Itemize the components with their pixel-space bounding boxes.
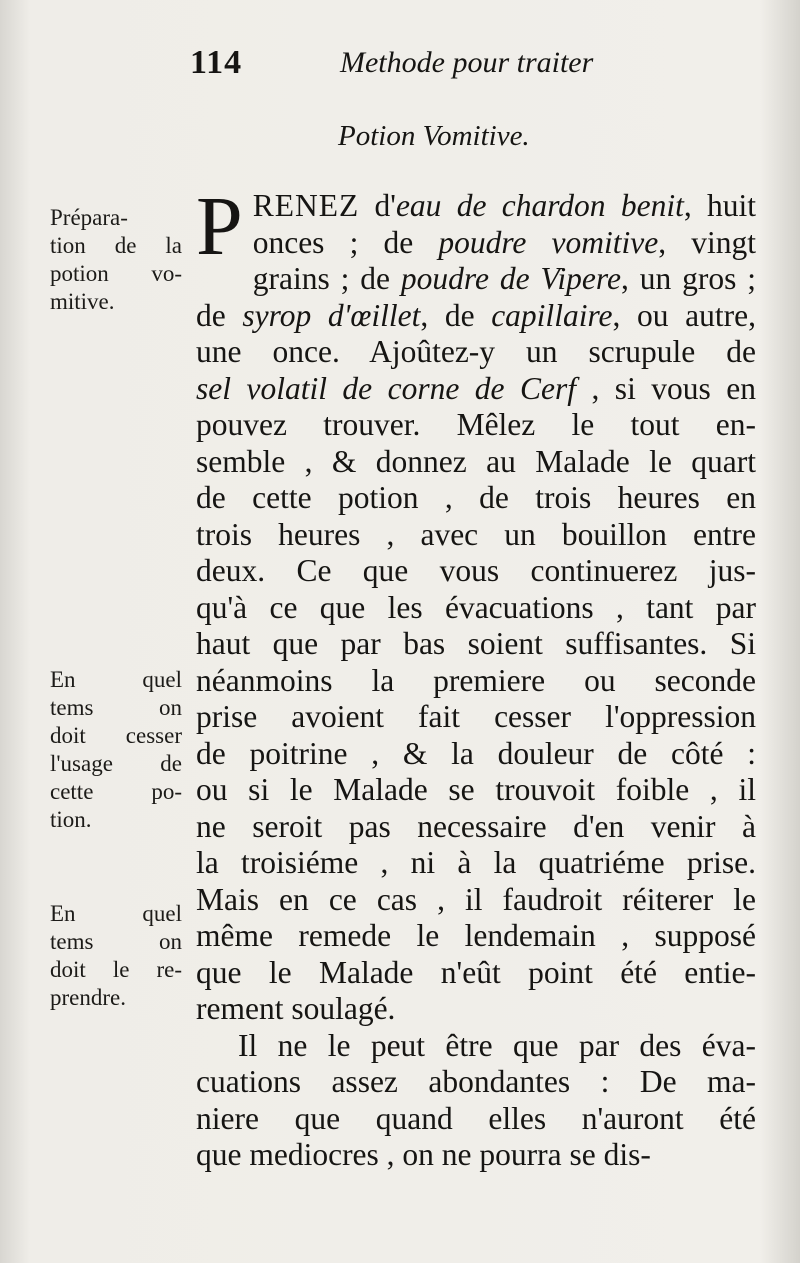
margin-note-line: En quel bbox=[50, 667, 182, 692]
text-run: néanmoins la premiere ou seconde bbox=[196, 662, 756, 698]
margin-note-line: cette po- bbox=[50, 779, 182, 804]
text-run: que le Malade n'eût point été entie- bbox=[196, 954, 756, 990]
page-header bbox=[190, 44, 660, 88]
text-run: haut que par bas soient suffisantes. Si bbox=[196, 626, 756, 661]
text-run: Il ne le peut être que par des éva- bbox=[238, 1027, 756, 1063]
text-run: , ou autre, bbox=[612, 297, 756, 333]
text-line bbox=[196, 882, 756, 919]
first-word: RENEZ bbox=[252, 188, 360, 223]
text-line bbox=[196, 407, 756, 444]
text-line bbox=[196, 845, 756, 882]
margin-note-line: doit cesser bbox=[50, 723, 182, 748]
text-run: une once. Ajoûtez-y un scrupule de bbox=[196, 334, 756, 369]
text-line bbox=[196, 444, 756, 481]
text-line bbox=[196, 1137, 756, 1174]
margin-note-line: Prépara- bbox=[50, 205, 128, 230]
italic-term: poudre de Vipere bbox=[400, 261, 621, 296]
text-run: que mediocres , on ne pourra se dis- bbox=[196, 1137, 651, 1172]
text-line bbox=[196, 772, 756, 809]
italic-term: poudre vomitive bbox=[438, 224, 659, 260]
text-run: , si vous en bbox=[576, 370, 756, 406]
text-line bbox=[196, 809, 756, 846]
text-run: , vingt bbox=[658, 224, 756, 260]
text-line bbox=[196, 955, 756, 992]
text-run: de bbox=[196, 297, 243, 333]
margin-note-line: tion de la bbox=[50, 233, 182, 258]
text-run: même remede le lendemain , supposé bbox=[196, 918, 756, 953]
text-run: ou si le Malade se trouvoit foible , il bbox=[196, 772, 756, 807]
text-run: pouvez trouver. Mêlez le tout en- bbox=[196, 407, 756, 442]
text-run: ne seroit pas necessaire d'en venir à bbox=[196, 808, 756, 844]
text-run: , de bbox=[420, 297, 492, 333]
text-run: trois heures , avec un bouillon entre bbox=[196, 516, 756, 552]
margin-note-line: prendre. bbox=[50, 985, 126, 1010]
text-line bbox=[196, 480, 756, 517]
text-line bbox=[196, 699, 756, 736]
text-run: de poitrine , & la douleur de côté : bbox=[196, 735, 756, 771]
text-run: d' bbox=[374, 188, 396, 223]
text-run: prise avoient fait cesser l'oppression bbox=[196, 699, 756, 734]
italic-term: syrop d'œillet bbox=[242, 297, 421, 333]
text-line bbox=[196, 371, 756, 408]
text-run: deux. Ce que vous continuerez jus- bbox=[196, 553, 756, 588]
text-line bbox=[196, 1028, 756, 1065]
text-line bbox=[196, 626, 756, 663]
text-line bbox=[196, 553, 756, 590]
text-line bbox=[196, 334, 756, 371]
margin-note-line: En quel bbox=[50, 901, 182, 926]
text-run: Mais en ce cas , il faudroit réiterer le bbox=[196, 881, 756, 917]
main-text bbox=[196, 180, 757, 1174]
margin-note-line: potion vo- bbox=[50, 261, 182, 286]
page-number: 114 bbox=[190, 44, 243, 81]
text-line bbox=[196, 918, 756, 955]
text-line bbox=[196, 1101, 756, 1138]
margin-note-line: tion. bbox=[50, 807, 92, 832]
text-line bbox=[196, 991, 756, 1028]
text-line bbox=[196, 1064, 756, 1101]
text-line bbox=[196, 188, 756, 225]
italic-term: eau de chardon benit bbox=[395, 188, 684, 223]
margin-note-line: tems on bbox=[50, 929, 182, 954]
text-run: , un gros ; bbox=[620, 261, 757, 296]
text-line bbox=[196, 517, 756, 554]
drop-cap: P bbox=[196, 180, 243, 273]
margin-note-line: l'usage de bbox=[50, 751, 182, 776]
text-line bbox=[196, 261, 756, 298]
section-title: Potion Vomitive. bbox=[338, 120, 530, 152]
margin-note-line: doit le re- bbox=[50, 957, 182, 982]
text-line bbox=[196, 736, 756, 773]
text-line bbox=[196, 225, 756, 262]
text-run: cuations assez abondantes : De ma- bbox=[196, 1064, 756, 1099]
margin-note-line: tems on bbox=[50, 695, 182, 720]
text-run: , huit bbox=[683, 188, 756, 223]
margin-note-when-to-stop bbox=[50, 666, 182, 834]
text-line bbox=[196, 298, 756, 335]
italic-term: sel volatil de corne de Cerf bbox=[196, 370, 576, 406]
text-line bbox=[196, 590, 756, 627]
margin-note-when-to-resume bbox=[50, 900, 182, 1012]
running-title: Methode pour traiter bbox=[340, 46, 594, 79]
margin-note-line: mitive. bbox=[50, 289, 115, 314]
text-run: rement soulagé. bbox=[196, 991, 396, 1026]
text-run: de cette potion , de trois heures en bbox=[196, 480, 756, 515]
text-run: grains ; de bbox=[252, 261, 401, 296]
text-run: onces ; de bbox=[252, 224, 439, 260]
text-run: semble , & donnez au Malade le quart bbox=[196, 443, 756, 479]
text-run: la troisiéme , ni à la quatriéme prise. bbox=[196, 845, 756, 880]
italic-term: capillaire bbox=[491, 297, 613, 333]
text-line bbox=[196, 663, 756, 700]
margin-note-preparation bbox=[50, 204, 182, 316]
text-run: niere que quand elles n'auront été bbox=[196, 1100, 756, 1136]
text-run: qu'à ce que les évacuations , tant par bbox=[196, 589, 756, 625]
